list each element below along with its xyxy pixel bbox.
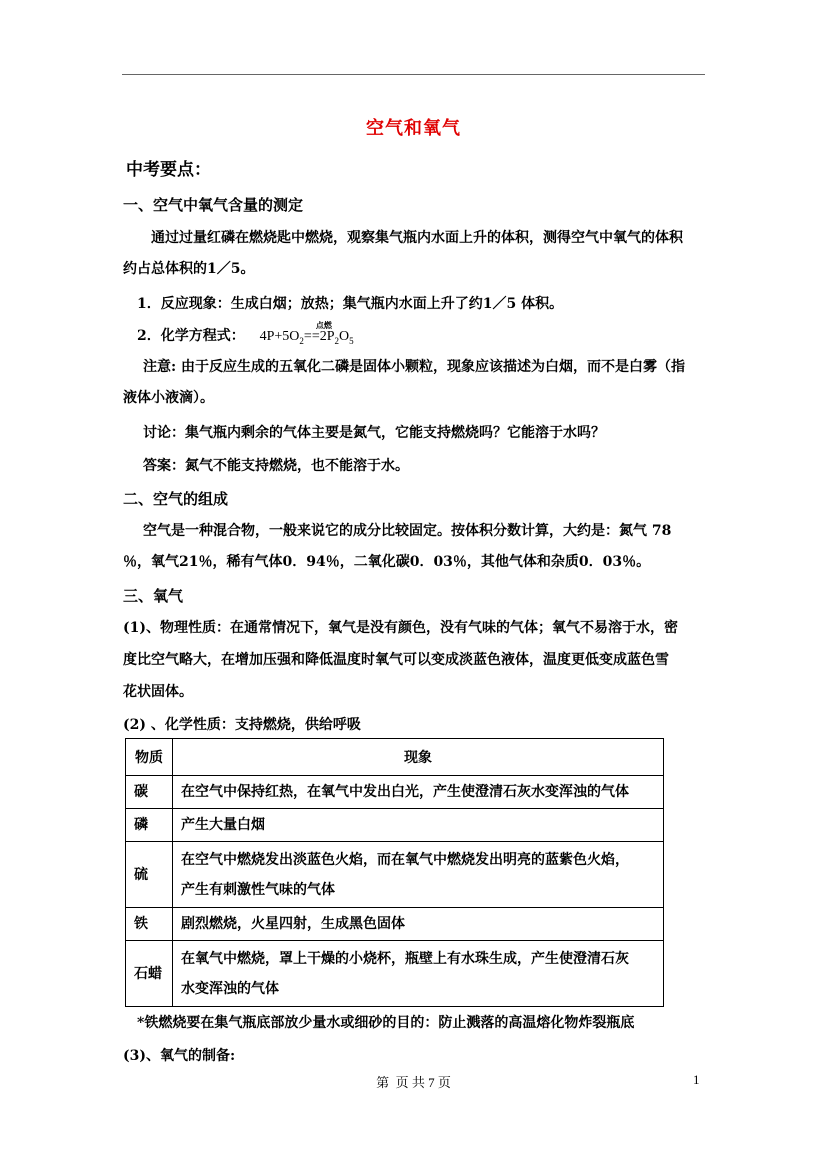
table-cell-substance: 铁 xyxy=(126,908,173,941)
section2-para-line2: ％，氧气21％，稀有气体0．94％，二氧化碳0．03％，其他气体和杂质0．03％。 xyxy=(123,554,651,570)
section3-heading: 三、氧气 xyxy=(123,587,184,605)
section1-heading: 一、空气中氧气含量的测定 xyxy=(123,196,304,214)
header-rule xyxy=(122,74,705,75)
table-row xyxy=(126,941,664,1007)
table-cell-line: 水变浑浊的气体 xyxy=(181,980,279,997)
heading-main: 中考要点： xyxy=(126,160,211,180)
table-cell-phenomenon: 剧烈燃烧，火星四射，生成黑色固体 xyxy=(173,908,664,941)
table-cell-phenomenon xyxy=(173,941,664,1007)
section2-para-line1: 空气是一种混合物，一般来说它的成分比较固定。按体积分数计算，大约是：氮气 78 xyxy=(143,523,672,539)
section1-note-line2: 液体小液滴）。 xyxy=(123,390,214,406)
eq-sub-2: 2 xyxy=(334,335,339,346)
section1-answer: 答案：氮气不能支持燃烧，也不能溶于水。 xyxy=(143,458,409,474)
table-row xyxy=(126,809,664,842)
table-cell-phenomenon xyxy=(173,842,664,908)
oxygen-prep-heading: (3)、氧气的制备: xyxy=(123,1048,236,1064)
section3-phys-line1: (1)、物理性质：在通常情况下，氧气是没有颜色，没有气味的气体；氧气不易溶于水，密 xyxy=(123,620,678,636)
table-cell-phenomenon: 产生大量白烟 xyxy=(173,809,664,842)
table-cell-line: 产生有刺激性气味的气体 xyxy=(181,881,335,898)
iron-note: *铁燃烧要在集气瓶底部放少量水或细砂的目的：防止溅落的高温熔化物炸裂瓶底 xyxy=(137,1015,635,1031)
document-title: 空气和氧气 xyxy=(366,118,461,139)
section1-para-line2: 约占总体积的1／5。 xyxy=(123,261,255,277)
table-cell-substance: 硫 xyxy=(126,842,173,908)
chemical-equation xyxy=(259,321,354,346)
section1-para-line1: 通过过量红磷在燃烧匙中燃烧，观察集气瓶内水面上升的体积，测得空气中氧气的体积 xyxy=(151,230,683,246)
table-row xyxy=(126,776,664,809)
equation-label: 2．化学方程式： xyxy=(137,328,245,344)
table-cell-substance: 碳 xyxy=(126,776,173,809)
section3-phys-line2: 度比空气略大，在增加压强和降低温度时氧气可以变成淡蓝色液体，温度更低变成蓝色雪 xyxy=(123,652,669,668)
eq-condition: 点燃 xyxy=(315,321,332,330)
eq-sub-3: 5 xyxy=(349,335,354,346)
section1-item1: 1．反应现象：生成白烟；放热；集气瓶内水面上升了约1／5 体积。 xyxy=(137,296,564,312)
eq-sub-1: 2 xyxy=(299,335,304,346)
table-header-phenomenon: 现象 xyxy=(173,739,664,776)
table-header-row xyxy=(126,739,664,776)
eq-arrow xyxy=(303,321,335,344)
table-cell-phenomenon: 在空气中保持红热，在氧气中发出白光，产生使澄清石灰水变浑浊的气体 xyxy=(173,776,664,809)
oxygen-reaction-table xyxy=(125,738,664,1007)
table-header-substance: 物质 xyxy=(126,739,173,776)
eq-mid: ==2P xyxy=(303,329,335,344)
table-cell-substance: 石蜡 xyxy=(126,941,173,1007)
section1-note-line1: 注意: 由于反应生成的五氧化二磷是固体小颗粒，现象应该描述为白烟，而不是白雾（指 xyxy=(143,359,686,375)
table-cell-line: 在空气中燃烧发出淡蓝色火焰，而在氧气中燃烧发出明亮的蓝紫色火焰， xyxy=(181,851,629,868)
table-cell-line: 在氧气中燃烧，罩上干燥的小烧杯，瓶壁上有水珠生成，产生使澄清石灰 xyxy=(181,950,629,967)
table-row xyxy=(126,842,664,908)
section1-discuss: 讨论：集气瓶内剩余的气体主要是氮气，它能支持燃烧吗？它能溶于水吗？ xyxy=(143,425,605,441)
section2-heading: 二、空气的组成 xyxy=(123,490,229,508)
section1-item2 xyxy=(137,321,354,346)
table-cell-substance: 磷 xyxy=(126,809,173,842)
table-row xyxy=(126,908,664,941)
footer-page-number: 1 xyxy=(693,1072,700,1087)
eq-oxygen: O xyxy=(339,329,350,344)
section3-chem: (2) 、化学性质：支持燃烧，供给呼吸 xyxy=(123,717,361,733)
footer-page-text: 第 页 共 7 页 xyxy=(376,1075,451,1090)
eq-left: 4P+5O xyxy=(259,329,300,344)
section3-phys-line3: 花状固体。 xyxy=(123,684,193,700)
